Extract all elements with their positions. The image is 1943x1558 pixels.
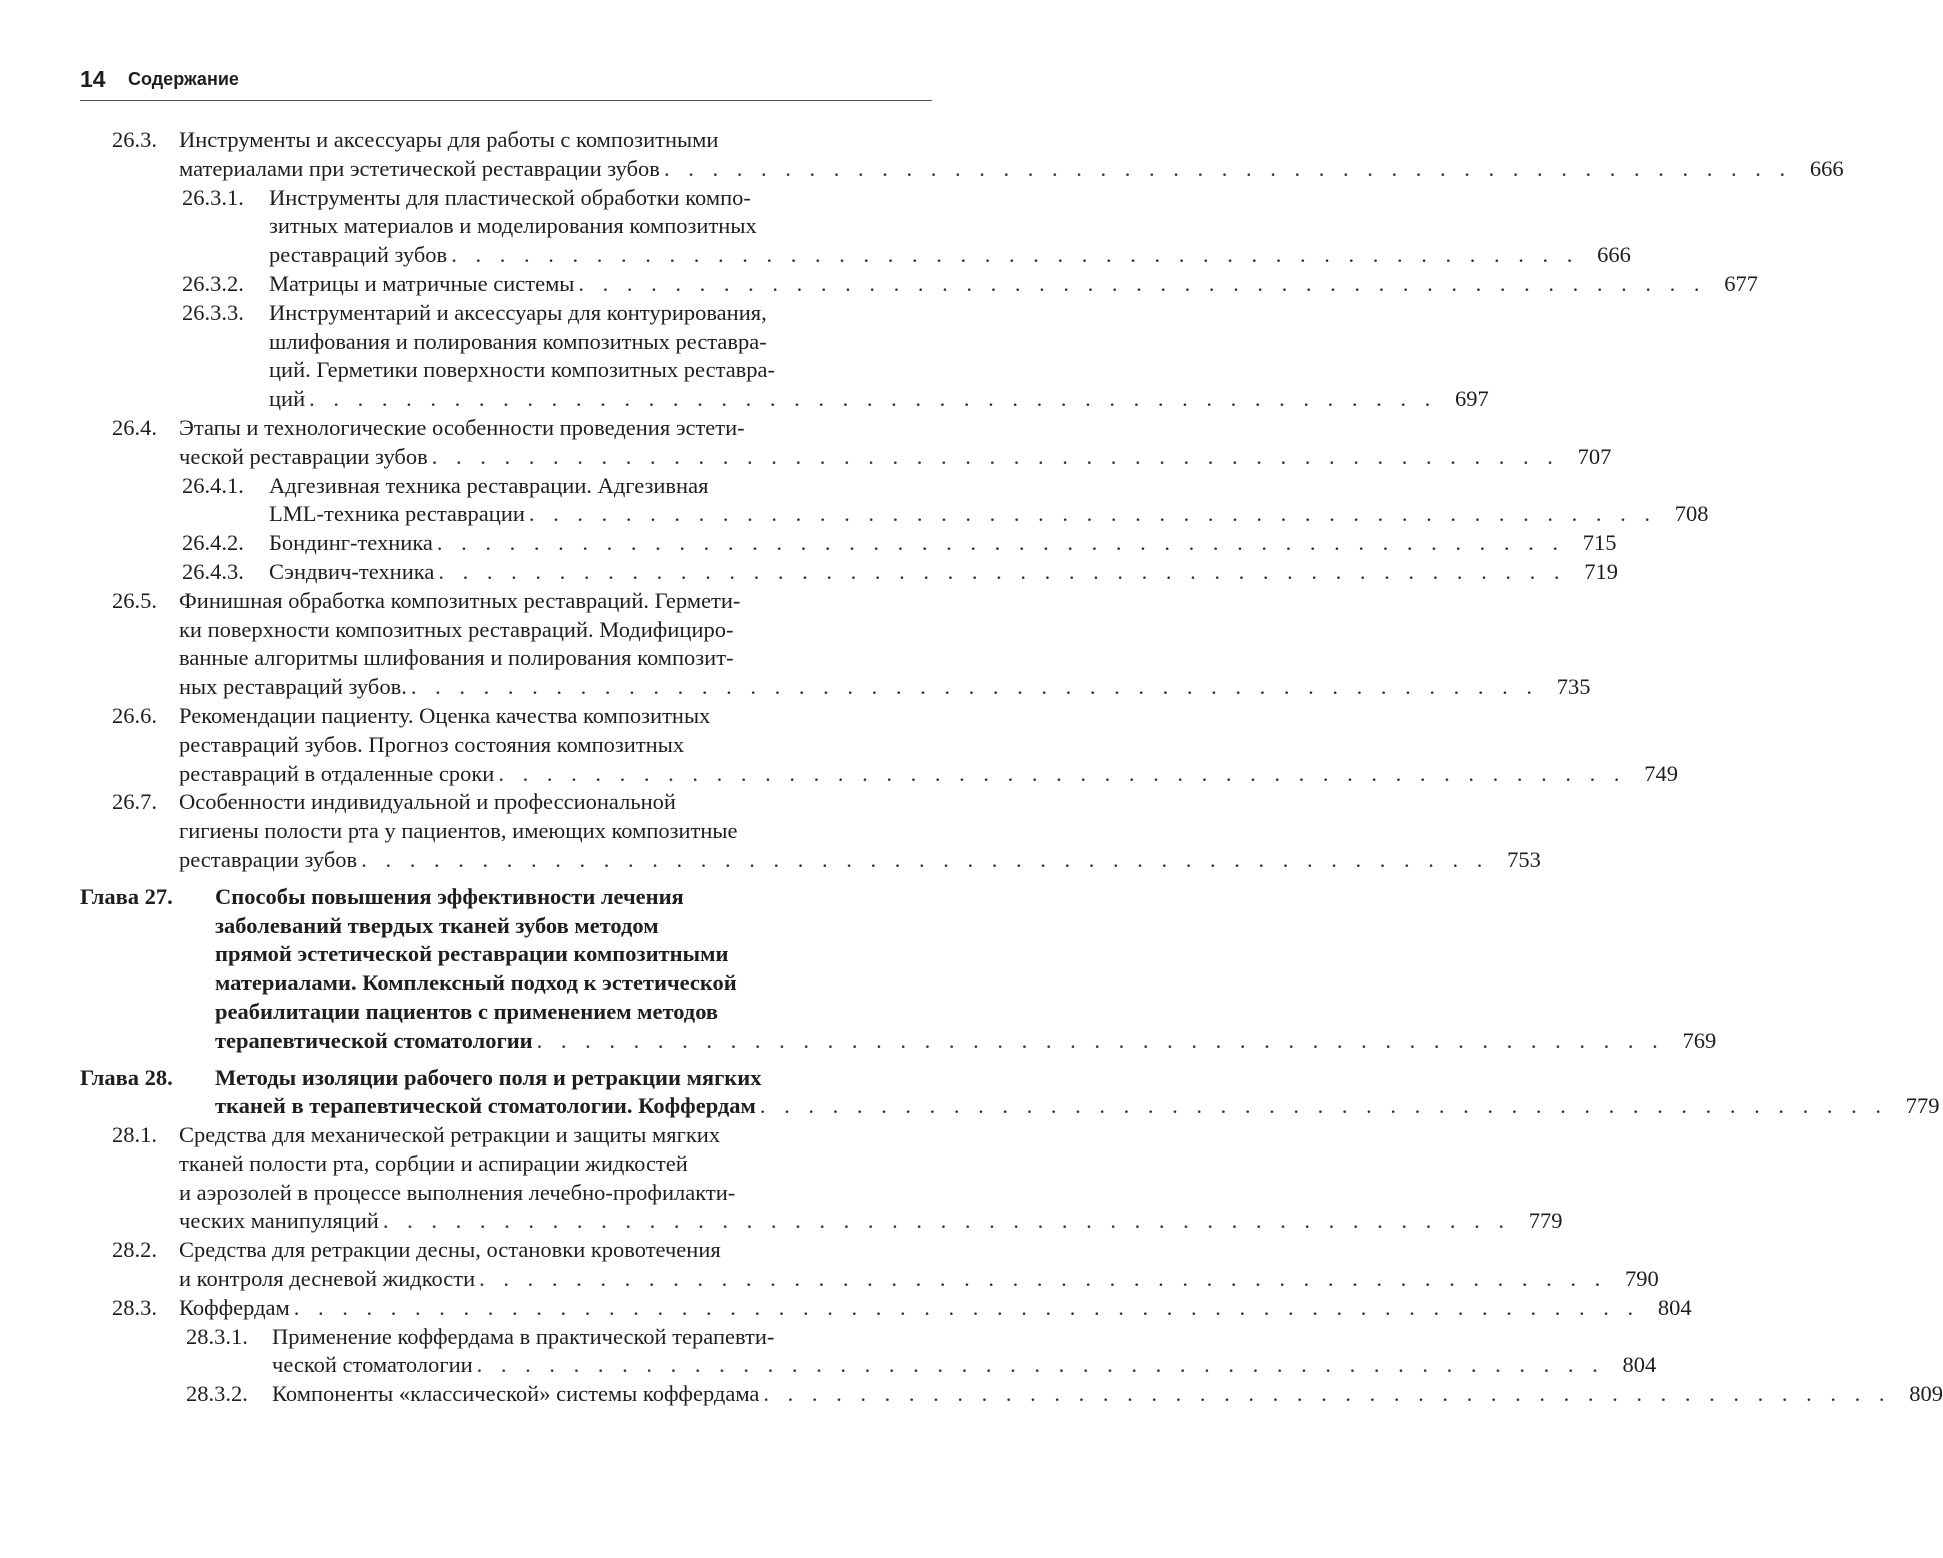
toc-entry-text: реставрации зубов — [179, 846, 358, 872]
leader-dots: . . . . . . . . . . . . . . . . . . . . . . . . . . . . . . . . . . . . . . . . . . . . . . . — [382, 1208, 1511, 1234]
toc-entry-text: шлифования и полирования композитных реставра- — [269, 328, 767, 354]
toc-entry-text: Средства для ретракции десны, остановки кровотечения — [179, 1237, 721, 1263]
toc-entry-text: материалами при эстетической реставрации зубов — [179, 155, 660, 181]
toc-entry-page: 735 — [1556, 674, 1591, 700]
toc-chapter-number: Глава 28. — [80, 1064, 173, 1090]
toc-entry-text: прямой эстетической реставрации композитными — [215, 941, 729, 967]
toc-entry-text: LML-техника реставрации — [269, 501, 525, 527]
leader-dots: . . . . . . . . . . . . . . . . . . . . . . . . . . . . . . . . . . . . . . . . . . . . . . . — [436, 530, 1565, 556]
table-of-contents — [0, 126, 1943, 1409]
toc-entry-text: Компоненты «классической» системы коффердама — [272, 1381, 760, 1407]
toc-entry-page: 769 — [1682, 1027, 1717, 1053]
page-number: 14 — [80, 66, 106, 92]
toc-entry-text: ки поверхности композитных реставраций. Модифициро- — [179, 616, 734, 642]
toc-entry-text: ных реставраций зубов. — [179, 674, 407, 700]
toc-entry[interactable] — [0, 558, 1618, 587]
toc-entry[interactable] — [0, 702, 1678, 788]
leader-dots: . . . . . . . . . . . . . . . . . . . . . . . . . . . . . . . . . . . . . . . . . . . . . . . — [309, 386, 1437, 412]
toc-entry-number: 26.3.2. — [182, 270, 244, 296]
toc-chapter-entry[interactable] — [0, 1064, 1940, 1122]
leader-dots: . . . . . . . . . . . . . . . . . . . . . . . . . . . . . . . . . . . . . . . . . . . . . . . . . . . . . . . . — [293, 1294, 1640, 1320]
toc-entry-page: 697 — [1455, 386, 1489, 412]
leader-dots: . . . . . . . . . . . . . . . . . . . . . . . . . . . . . . . . . . . . . . . . . . . . . . . — [451, 242, 1579, 268]
toc-entry-number: 28.1. — [112, 1122, 157, 1148]
toc-entry-number: 26.4. — [112, 414, 157, 440]
toc-entry-text: и аэрозолей в процессе выполнения лечебно-профилакти- — [179, 1179, 736, 1205]
toc-entry-text: Средства для механической ретракции и защиты мягких — [179, 1122, 721, 1148]
toc-entry-text: тканей в терапевтической стоматологии. Коффердам — [215, 1093, 756, 1119]
toc-entry-number: 28.3. — [112, 1294, 157, 1320]
leader-dots: . . . . . . . . . . . . . . . . . . . . . . . . . . . . . . . . . . . . . . . . . . . . . . . — [361, 846, 1489, 872]
toc-entry[interactable] — [0, 1294, 1692, 1323]
toc-entry-page: 749 — [1644, 760, 1678, 786]
toc-entry-number: 26.4.2. — [182, 530, 244, 556]
toc-entry-page: 707 — [1577, 443, 1612, 469]
toc-entry-text: ций. Герметики поверхности композитных реставра- — [269, 357, 776, 383]
toc-entry-text: ческой реставрации зубов — [179, 443, 428, 469]
leader-dots: . . . . . . . . . . . . . . . . . . . . . . . . . . . . . . . . . . . . . . . . . . . . . . . — [763, 1381, 1892, 1407]
toc-entry-text: Инструменты и аксессуары для работы с композитными — [179, 127, 719, 152]
toc-entry-text: зитных материалов и моделирования композитных — [269, 213, 757, 239]
toc-entry-text: и контроля десневой жидкости — [179, 1266, 476, 1292]
toc-entry-text: гигиены полости рта у пациентов, имеющих композитные — [179, 818, 738, 844]
page-header — [80, 66, 932, 101]
toc-entry-number: 28.2. — [112, 1237, 157, 1263]
toc-entry-number: 26.4.3. — [182, 558, 244, 584]
toc-chapter-entry[interactable] — [0, 883, 1717, 1056]
leader-dots: . . . . . . . . . . . . . . . . . . . . . . . . . . . . . . . . . . . . . . . . . . . . . . . — [476, 1352, 1605, 1378]
running-title: Содержание — [128, 69, 239, 89]
toc-entry-number: 26.6. — [112, 702, 157, 728]
toc-entry-text: Бондинг-техника — [269, 530, 433, 556]
toc-entry-text: ческих манипуляций — [179, 1208, 379, 1234]
toc-entry-page: 753 — [1507, 846, 1541, 872]
toc-entry-page: 719 — [1584, 558, 1618, 584]
toc-entry-text: Адгезивная техника реставрации. Адгезивная — [269, 472, 709, 498]
leader-dots: . . . . . . . . . . . . . . . . . . . . . . . . . . . . . . . . . . . . . . . . . . . . . . . — [578, 270, 1707, 296]
toc-entry-text: ческой стоматологии — [272, 1352, 473, 1378]
toc-entry[interactable] — [0, 788, 1541, 874]
toc-entry-page: 708 — [1674, 501, 1709, 527]
toc-entry-page: 715 — [1582, 530, 1617, 556]
toc-entry-text: Инструменты для пластической обработки компо- — [269, 184, 751, 210]
toc-entry-text: ций — [269, 386, 306, 412]
leader-dots: . . . . . . . . . . . . . . . . . . . . . . . . . . . . . . . . . . . . . . . . . . . . . . . — [528, 501, 1657, 527]
toc-entry-page: 809 — [1909, 1381, 1943, 1407]
toc-entry-number: 26.3. — [112, 127, 157, 152]
leader-dots: . . . . . . . . . . . . . . . . . . . . . . . . . . . . . . . . . . . . . . . . . . . . . . . — [431, 443, 1560, 469]
toc-entry-text: реставраций в отдаленные сроки — [179, 760, 495, 786]
toc-entry-text: Способы повышения эффективности лечения — [215, 883, 684, 909]
toc-entry[interactable] — [0, 529, 1617, 558]
toc-entry-number: 26.3.1. — [182, 184, 244, 210]
toc-entry-page: 804 — [1657, 1294, 1692, 1320]
toc-entry-page: 677 — [1724, 270, 1759, 296]
toc-entry-text: терапевтической стоматологии — [215, 1027, 533, 1053]
toc-entry[interactable] — [0, 126, 1844, 184]
toc-entry[interactable] — [0, 184, 1631, 270]
toc-chapter-number: Глава 27. — [80, 883, 173, 909]
toc-entry-page: 790 — [1625, 1266, 1659, 1292]
toc-entry-text: заболеваний твердых тканей зубов методом — [215, 912, 659, 938]
leader-dots: . . . . . . . . . . . . . . . . . . . . . . . . . . . . . . . . . . . . . . . . . . . . . . . — [410, 674, 1539, 700]
toc-entry-text: реставраций зубов — [269, 242, 448, 268]
toc-entry[interactable] — [0, 587, 1591, 702]
toc-entry-number: 26.5. — [112, 587, 157, 613]
toc-entry-text: Инструментарий и аксессуары для контурирования, — [269, 299, 767, 325]
toc-entry-text: Этапы и технологические особенности проведения эстети- — [179, 414, 745, 440]
toc-entry[interactable] — [0, 1121, 1563, 1236]
toc-entry-page: 804 — [1622, 1352, 1657, 1378]
toc-entry[interactable] — [0, 299, 1489, 414]
toc-entry[interactable] — [0, 1323, 1657, 1381]
toc-entry-number: 26.4.1. — [182, 472, 244, 498]
leader-dots: . . . . . . . . . . . . . . . . . . . . . . . . . . . . . . . . . . . . . . . . . . . . . . . — [498, 760, 1626, 786]
toc-entry-page: 666 — [1597, 242, 1631, 268]
toc-entry-text: реставраций зубов. Прогноз состояния композитных — [179, 731, 685, 757]
leader-dots: . . . . . . . . . . . . . . . . . . . . . . . . . . . . . . . . . . . . . . . . . . . . . . . — [479, 1266, 1607, 1292]
toc-entry-text: Сэндвич-техника — [269, 558, 435, 584]
toc-entry[interactable] — [0, 1380, 1943, 1409]
toc-entry-number: 28.3.1. — [186, 1323, 248, 1349]
toc-entry-text: Методы изоляции рабочего поля и ретракции мягких — [215, 1064, 762, 1090]
toc-entry-number: 26.3.3. — [182, 299, 244, 325]
toc-entry-text: Матрицы и матричные системы — [269, 270, 575, 296]
toc-entry-page: 666 — [1809, 155, 1844, 181]
toc-entry-text: Особенности индивидуальной и профессиональной — [179, 789, 676, 815]
toc-entry-text: Финишная обработка композитных реставраций. Гермети- — [179, 587, 741, 613]
toc-entry-text: Рекомендации пациенту. Оценка качества композитных — [179, 702, 711, 728]
toc-entry[interactable] — [0, 270, 1759, 299]
leader-dots: . . . . . . . . . . . . . . . . . . . . . . . . . . . . . . . . . . . . . . . . . . . . . . . — [663, 155, 1792, 181]
toc-entry-page: 779 — [1528, 1208, 1563, 1234]
toc-entry-text: тканей полости рта, сорбции и аспирации жидкостей — [179, 1150, 688, 1176]
toc-entry-text: материалами. Комплексный подход к эстетической — [215, 970, 737, 996]
toc-entry-number: 26.7. — [112, 789, 157, 815]
toc-entry-number: 28.3.2. — [186, 1381, 248, 1407]
toc-entry-text: реабилитации пациентов с применением методов — [215, 998, 719, 1024]
toc-entry-text: Применение коффердама в практической терапевти- — [272, 1323, 775, 1349]
leader-dots: . . . . . . . . . . . . . . . . . . . . . . . . . . . . . . . . . . . . . . . . . . . . . . . — [536, 1027, 1665, 1053]
toc-entry[interactable] — [0, 472, 1709, 530]
toc-entry[interactable] — [0, 1236, 1659, 1294]
toc-entry-text: Коффердам — [179, 1294, 290, 1320]
leader-dots: . . . . . . . . . . . . . . . . . . . . . . . . . . . . . . . . . . . . . . . . . . . . . . . — [759, 1093, 1888, 1119]
leader-dots: . . . . . . . . . . . . . . . . . . . . . . . . . . . . . . . . . . . . . . . . . . . . . . . — [438, 558, 1566, 584]
toc-entry[interactable] — [0, 414, 1612, 472]
toc-entry-text: ванные алгоритмы шлифования и полирования композит- — [179, 645, 734, 671]
toc-entry-page: 779 — [1905, 1093, 1940, 1119]
